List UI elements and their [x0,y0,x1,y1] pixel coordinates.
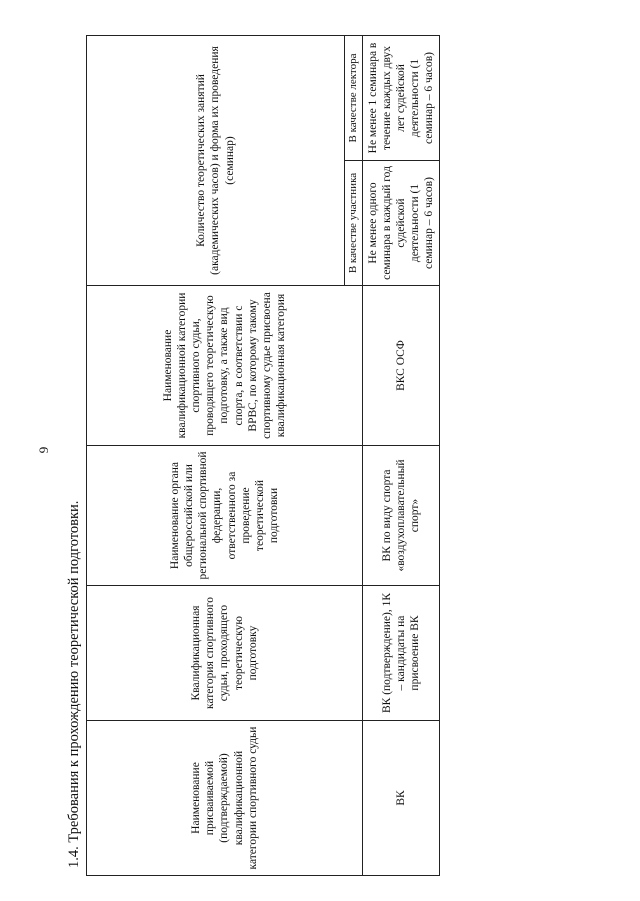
table-row [363,35,440,875]
header-responsible-body: Наименование органа общероссийской или региональной спортивной федерации, ответственного за проведение теоретической подготовки [87,446,363,586]
subheader-lecturer: В качестве лектора [345,35,363,160]
page-number: 9 [36,446,51,454]
cell-participant-sessions: Не менее одного семинара в каждый год судейской деятельности (1 семинар – 6 часов) [363,161,440,286]
cell-assigned-category: ВК [363,721,440,876]
requirements-table-container [86,36,436,876]
cell-lecturer-sessions: Не менее 1 семинара в течение каждых двух лет судейской деятельности (1 семинар – 6 часов) [363,35,440,160]
cell-trainee-category: ВК (подтверждение), 1К – кандидаты на присвоение ВК [363,586,440,721]
header-trainee-category: Квалификационная категория спортивного судьи, проходящего теоретическую подготовку [87,586,363,721]
requirements-table [86,35,440,876]
header-row [87,35,345,875]
header-assigned-category: Наименование присваиваемой (подтверждаемой) квалификационной категории спортивного судьи [87,721,363,876]
header-sessions-count: Количество теоретических занятий (академических часов) и форма их проведения (семинар) [87,35,345,285]
section-heading: 1.4. Требования к прохождению теоретической подготовки. [66,500,82,868]
header-trainer-category: Наименование квалификационной категории спортивного судьи, проводящего теоретическую подготовку, а также вид спорта, в соответствии с ВРВС, по которому такому спортивному судье присвоена квалификационная категория [87,286,363,446]
cell-trainer-category: ВКС ОСФ [363,286,440,446]
cell-responsible-body: ВК по виду спорта «воздухоплавательный спорт» [363,446,440,586]
subheader-participant: В качестве участника [345,161,363,286]
